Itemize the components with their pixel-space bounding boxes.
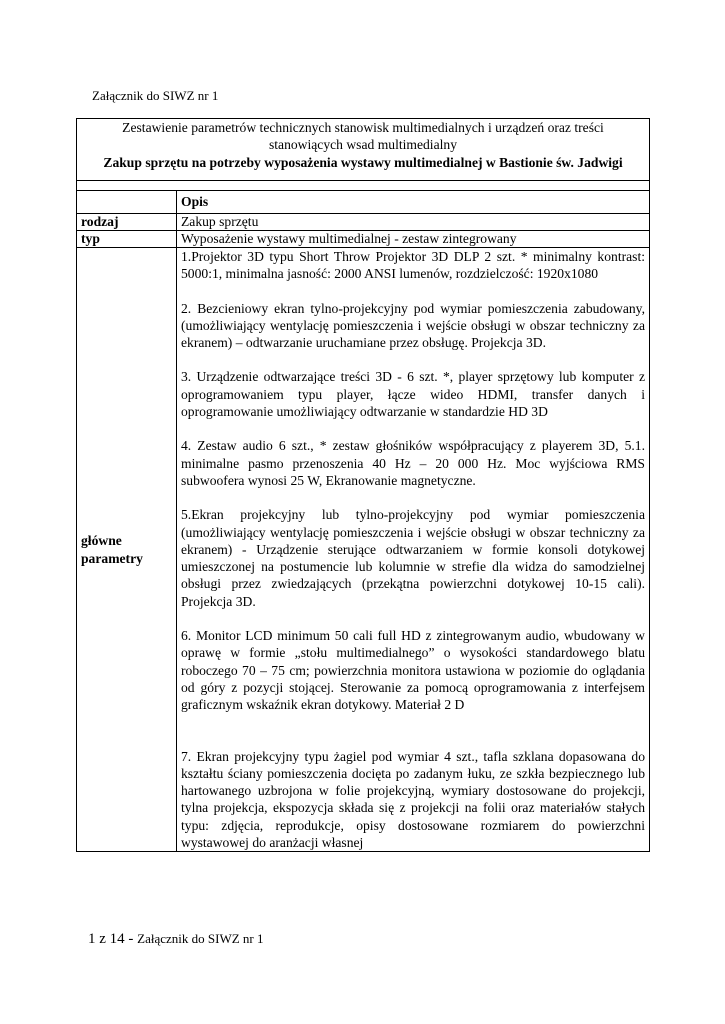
- table-spacer-row: [77, 181, 650, 191]
- row-label-rodzaj: rodzaj: [77, 214, 177, 231]
- param-item-4: 4. Zestaw audio 6 szt., * zestaw głośników współpracujący z playerem 3D, 5.1. minimalne pasmo przenoszenia 40 Hz – 20 000 Hz. Moc wyjściowa RMS subwoofera wynosi 25 W, Ekranowanie magnetyczne.: [181, 438, 645, 488]
- page-header: Załącznik do SIWZ nr 1: [92, 88, 219, 103]
- param-item-2: 2. Bezcieniowy ekran tylno-projekcyjny pod wymiar pomieszczenia zabudowany, (umożliwiający wentylację pomieszczenia i wejście obsługi w obszar techniczny za ekranem) – odtwarzanie uruchamiane przez obsługę. Projekcja 3D.: [181, 300, 645, 351]
- row-value-typ: Wyposażenie wystawy multimedialnej - zestaw zintegrowany: [177, 231, 650, 248]
- row-label-typ: typ: [77, 231, 177, 248]
- column-header-opis: Opis: [177, 191, 650, 214]
- page-footer: [88, 930, 264, 948]
- specification-table: [76, 118, 650, 852]
- param-item-7: 7. Ekran projekcyjny typu żagiel pod wymiar 4 szt., tafla szklana dopasowana do kształtu ściany pomieszczenia docięta po zadanym łuku, ze szkła bezpiecznego lub hartowanego uzbrojona w folie projekcyjną, wymiary dostosowane do projekcji, tylna projekcja, ekspozycja składa się z projekcji na folii oraz materiałów stałych typu: zdjęcia, reprodukcje, opisy dostosowane rozmiarem do powierzchni wystawowej do aranżacji własnej: [181, 748, 645, 851]
- table-row: [77, 214, 650, 231]
- param-item-3: 3. Urządzenie odtwarzające treści 3D - 6 szt. *, player sprzętowy lub komputer z oprogramowaniem typu player, łącze wideo HDMI, transfer danych i oprogramowanie umożliwiający odtwarzanie w standardzie HD 3D: [181, 369, 645, 420]
- table-title-row: [77, 119, 650, 181]
- footer-text: Załącznik do SIWZ nr 1: [137, 931, 264, 946]
- table-header-row: [77, 191, 650, 214]
- row-value-rodzaj: Zakup sprzętu: [177, 214, 650, 231]
- param-item-5: 5.Ekran projekcyjny lub tylno-projekcyjny pod wymiar pomieszczenia (umożliwiający wentylację pomieszczenia i wejście obsługi w obszar techniczny za ekranem) - Urządzenie sterujące odtwarzaniem w formie konsoli dotykowej umieszczonej na postumencie lub kolumnie w strefie dla widza do samodzielnej obsługi przez zwiedzających (przekątna powierzchni dotykowej 10-15 cali). Projekcja 3D.: [181, 507, 645, 609]
- params-cell: [177, 248, 650, 852]
- header-empty-cell: [77, 191, 177, 214]
- param-item-1: 1.Projektor 3D typu Short Throw Projektor 3D DLP 2 szt. * minimalny kontrast: 5000:1, minimalna jasność: 2000 ANSI lumenów, rozdzielczość: 1920x1080: [181, 249, 645, 282]
- params-row: [77, 248, 650, 852]
- row-label-glowne-parametry: główne parametry: [77, 248, 177, 852]
- table-title-line2: stanowiących wsad multimedialny: [268, 137, 457, 153]
- page-number: 1 z 14 -: [88, 931, 138, 947]
- param-item-6: 6. Monitor LCD minimum 50 cali full HD z zintegrowanym audio, wbudowany w oprawę w formie „stołu multimedialnego” o wysokości standardowego blatu roboczego 70 – 75 cm; powierzchnia monitora ustawiona w poziomie do oglądania od góry z pozycji stojącej. Sterowanie za pomocą oprogramowania z interfejsem graficznym wskaźnik ekran dotykowy. Materiał 2 D: [181, 628, 645, 713]
- table-title-line1: Zestawienie parametrów technicznych stanowisk multimedialnych i urządzeń oraz treści: [122, 120, 604, 135]
- table-title-cell: [77, 119, 650, 181]
- table-row: [77, 231, 650, 248]
- table-title-bold: Zakup sprzętu na potrzeby wyposażenia wystawy multimedialnej w Bastionie św. Jadwigi: [103, 154, 623, 170]
